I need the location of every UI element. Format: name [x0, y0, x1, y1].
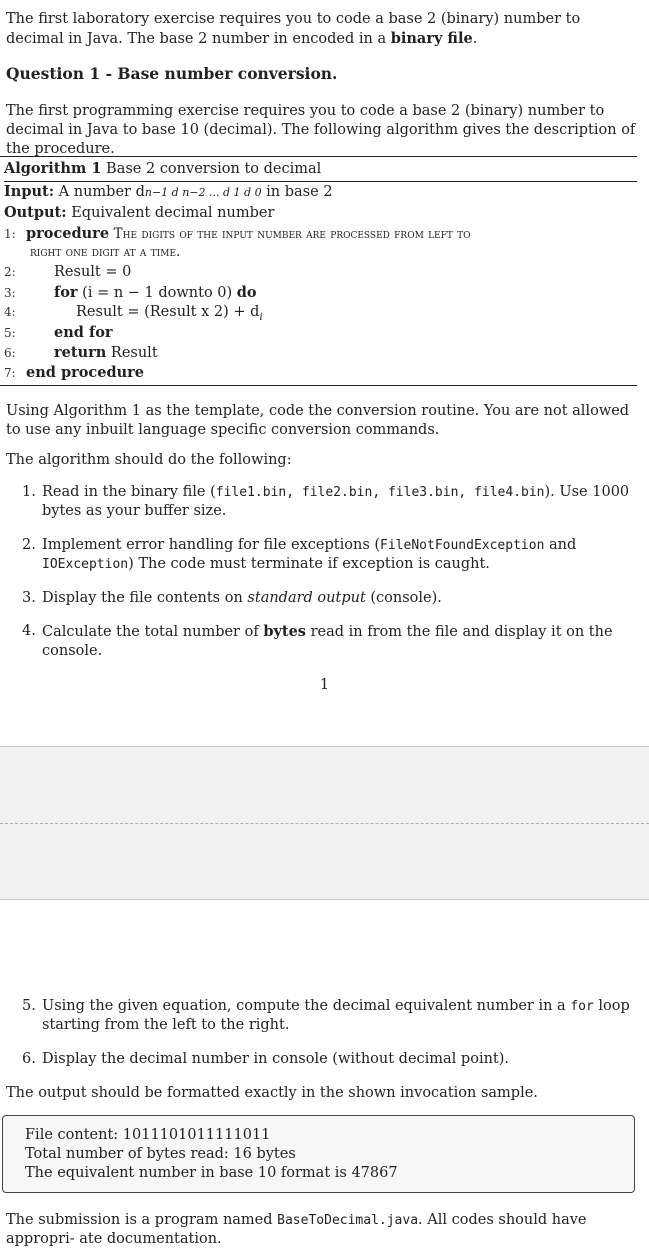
list-item: 3. Display the file contents on standard output (console). [22, 589, 643, 608]
algorithm-line-5: 5: end for [4, 324, 113, 341]
intro-paragraph [6, 10, 637, 49]
list-item-text: Calculate the total number of bytes read in from the file and display it on the console. [42, 623, 613, 659]
question-paragraph: The first programming exercise requires you to code a base 2 (binary) number to decimal in Java to base 10 (decimal). The following algorithm gives the description of the procedure. [6, 103, 636, 157]
page-break-line [0, 823, 649, 824]
algorithm-line-1: 1: procedure The digits of the input number are processed from left to [4, 225, 471, 242]
algorithm-line-2: 2: Result = 0 [4, 264, 132, 280]
algorithm-line-4: 4: Result = (Result x $2) + d_i$ [4, 304, 263, 323]
algorithm-line-6: 6: return Result [4, 344, 158, 361]
algorithm-input: Input: A number dn−1 d n−2 ... d 1 d 0 in base 2 [4, 183, 333, 200]
output-sample-box [2, 1115, 635, 1193]
algorithm-line-7: 7: end procedure [4, 364, 145, 381]
output-line: File content: 1011101011111011 [25, 1127, 271, 1143]
should-paragraph: The algorithm should do the following: [6, 452, 292, 468]
output-line: The equivalent number in base 10 format is 47867 [25, 1165, 398, 1181]
list-item-text: Implement error handling for file exceptions (FileNotFoundException and IOException) The code must terminate if exception is caught. [42, 537, 577, 572]
list-item-text: Using the given equation, compute the decimal equivalent number in a for loop starting from the left to the right. [42, 998, 630, 1033]
list-item: 1. Read in the binary file (file1.bin, file2.bin, file3.bin, file4.bin). Use 1000 bytes as your buffer size. [22, 483, 643, 521]
format-paragraph: The output should be formatted exactly in the shown invocation sample. [6, 1085, 538, 1101]
list-item: 6. Display the decimal number in console (without decimal point). [22, 1050, 643, 1069]
algorithm-caption: Algorithm 1 Base 2 conversion to decimal [4, 159, 637, 182]
algorithm-line-3: 3: for (i = n − 1 downto 0) do [4, 284, 257, 301]
question-title: Question 1 - Base number conversion. [6, 64, 338, 83]
list-item: 2. Implement error handling for file exceptions (FileNotFoundException and IOException) The code must terminate if exception is caught. [22, 536, 643, 574]
list-item-text: Display the file contents on standard output (console). [42, 590, 442, 606]
algorithm-box [0, 156, 637, 386]
intro-bold: binary file [390, 30, 473, 47]
page-gap [0, 746, 649, 900]
list-item-text: Display the decimal number in console (without decimal point). [42, 1051, 510, 1067]
list-item: 4. Calculate the total number of bytes read in from the file and display it on the console. [22, 622, 643, 661]
intro-end: . [472, 31, 478, 47]
output-line: Total number of bytes read: 16 bytes [25, 1146, 296, 1162]
intro-text: The first laboratory exercise requires you to code a base 2 (binary) number to decimal in Java. The base 2 number in encoded in a [6, 11, 581, 47]
page-number: 1 [319, 677, 330, 693]
algorithm-line-1-cont: right one digit at a time. [30, 244, 181, 260]
list-item: 5. Using the given equation, compute the decimal equivalent number in a for loop starting from the left to the right. [22, 997, 643, 1035]
page-2 [0, 899, 649, 1255]
submission-paragraph: The submission is a program named BaseToDecimal.java. All codes should have appropri- ate documentation. [6, 1212, 587, 1247]
list-item-text: Read in the binary file (file1.bin, file2.bin, file3.bin, file4.bin). Use 1000 bytes as your buffer size. [42, 484, 630, 519]
algorithm-output: Output: Equivalent decimal number [4, 204, 275, 221]
template-paragraph: Using Algorithm 1 as the template, code the conversion routine. You are not allowed to use any inbuilt language specific conversion commands. [6, 403, 630, 438]
